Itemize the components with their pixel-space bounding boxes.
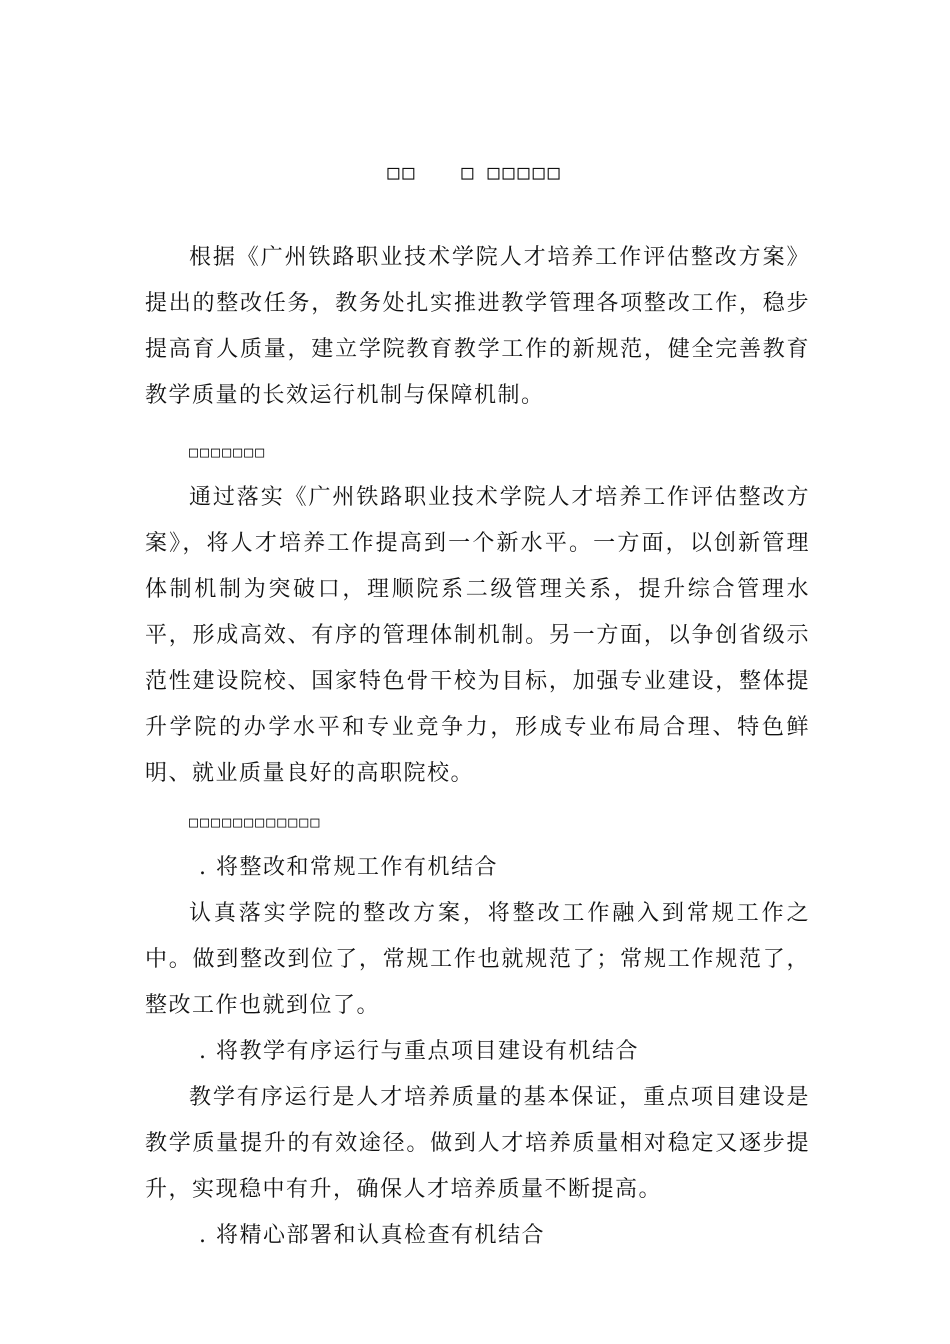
document-body bbox=[145, 235, 810, 1259]
item-2-text: 教学有序运行是人才培养质量的基本保证，重点项目建设是教学质量提升的有效途径。做到人才培养质量相对稳定又逐步提升，实现稳中有升，确保人才培养质量不断提高。 bbox=[145, 1085, 810, 1202]
title-part-2: □ bbox=[461, 160, 477, 184]
intro-paragraph: 根据《广州铁路职业技术学院人才培养工作评估整改方案》提出的整改任务，教务处扎实推进教学管理各项整改工作，稳步提高育人质量，建立学院教育教学工作的新规范，健全完善教育教学质量的长效运行机制与保障机制。 bbox=[145, 245, 810, 408]
item-1-text: 认真落实学院的整改方案，将整改工作融入到常规工作之中。做到整改到位了，常规工作也就规范了；常规工作规范了，整改工作也就到位了。 bbox=[145, 901, 810, 1018]
document-title bbox=[0, 160, 950, 185]
item-3-title: . 将精心部署和认真检查有机结合 bbox=[199, 1223, 545, 1248]
section-heading-2: □□□□□□□□□□□□ bbox=[189, 813, 322, 831]
goal-paragraph: 通过落实《广州铁路职业技术学院人才培养工作评估整改方案》，将人才培养工作提高到一个新水平。一方面，以创新管理体制机制为突破口，理顺院系二级管理关系，提升综合管理水平，形成高效、有序的管理体制机制。另一方面，以争创省级示范性建设院校、国家特色骨干校为目标，加强专业建设，整体提升学院的办学水平和专业竞争力，形成专业布局合理、特色鲜明、就业质量良好的高职院校。 bbox=[145, 485, 810, 786]
item-1-title: . 将整改和常规工作有机结合 bbox=[199, 855, 498, 880]
section-heading-1: □□□□□□□ bbox=[189, 443, 267, 461]
title-part-1: □□ bbox=[387, 160, 418, 184]
item-2-title: . 将教学有序运行与重点项目建设有机结合 bbox=[199, 1039, 639, 1064]
title-part-3: □□□□□ bbox=[487, 160, 563, 184]
